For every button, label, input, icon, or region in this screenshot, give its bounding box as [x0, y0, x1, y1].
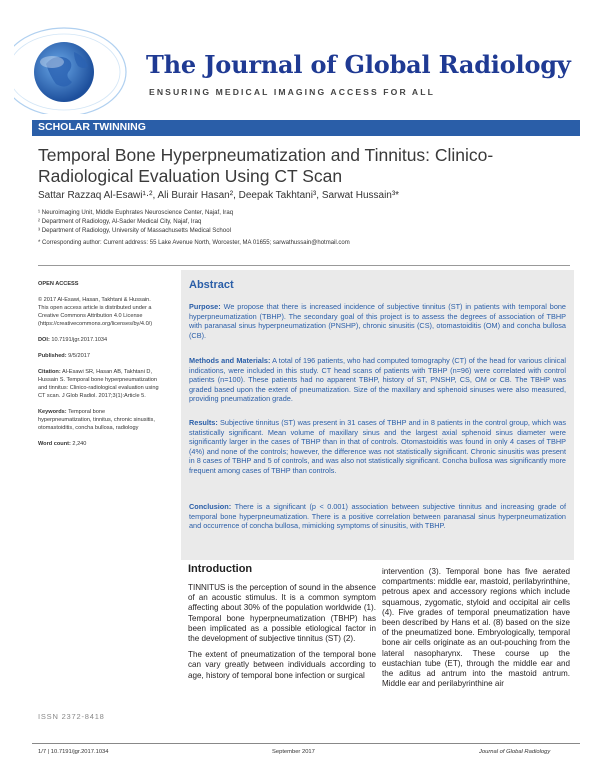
affiliation: ¹ Neuroimaging Unit, Middle Euphrates Neuroscience Center, Najaf, Iraq: [38, 209, 234, 216]
wordcount-label: Word count:: [38, 441, 71, 447]
journal-logo: [14, 24, 138, 114]
footer-journal: Journal of Global Radiology: [479, 749, 551, 755]
affiliations: [38, 208, 233, 235]
purpose-label: Purpose:: [189, 302, 221, 311]
abstract-results: [189, 418, 566, 476]
article-sidebar: [38, 280, 160, 456]
journal-title: The Journal of Global Radiology: [146, 50, 571, 79]
body-column-right: [382, 567, 570, 695]
journal-tagline: ENSURING MEDICAL IMAGING ACCESS FOR ALL: [149, 87, 435, 97]
methods-label: Methods and Materials:: [189, 356, 271, 365]
footer-page-doi: 1/7 | 10.7191/jgr.2017.1034: [38, 749, 109, 755]
keywords-text: Temporal bone hyperpneumatization, tinnitus, chronic sinusitis, otomastoiditis, concha bullosa, radiology: [38, 409, 155, 431]
abstract-conclusion: [189, 502, 566, 531]
body-column-left: [188, 583, 376, 687]
intro-paragraph: intervention (3). Temporal bone has five aerated compartments: middle ear, mastoid, perilabyrinthine, petrous apex and accessory regions which include squamous, zygomatic, styloid and occipital air cells (4). Five grades of temporal pneumatization have been described by Hans et al. (8) based on the size of the pneumatized bone. Embryologically, temporal bone air cells originate as an out-pouching from the lateral nasopharynx. These course up the eustachian tube (ET), through the middle ear and the aditus ad antrum into the mastoid antrum. Middle ear and perilabyrinthine air: [382, 567, 570, 689]
issn: ISSN 2372-8418: [38, 712, 105, 721]
results-text: Subjective tinnitus (ST) was present in 31 cases of TBHP and in 8 patients in the control group, which was statistically significant. Mean volume of maxillary sinus and the largest axial sphenoid sinus diameter were significantly larger in the cases of TBHP than in that of controls. Otomastoiditis was found in only 4 cases of TBHP (4%) and none of the controls; however, the difference was not statistically significant. Chronic sinusitis was present in 8 cases of TBHP and 5 of controls, and was also not statistically significant. Concha bullosa was significantly more frequent among cases of TBHP than controls.: [189, 418, 566, 475]
footer-divider: [32, 743, 580, 744]
footer-date: September 2017: [272, 749, 315, 755]
article-title: Temporal Bone Hyperpneumatization and Tinnitus: Clinico-Radiological Evaluation Using CT Scan: [38, 145, 494, 186]
abstract-heading: Abstract: [189, 279, 234, 291]
affiliation: ³ Department of Radiology, University of Massachusetts Medical School: [38, 227, 231, 234]
introduction-heading: Introduction: [188, 563, 253, 575]
section-label: SCHOLAR TWINNING: [38, 121, 146, 133]
corresponding-author: * Corresponding author: Current address: 55 Lake Avenue North, Worcester, MA 01655; sarwathussain@hotmail.com: [38, 240, 350, 246]
results-label: Results:: [189, 418, 218, 427]
published-date: 9/5/2017: [68, 353, 90, 359]
author-list: Sattar Razzaq Al-Esawi¹·², Ali Burair Hasan², Deepak Takhtani³, Sarwat Hussain³*: [38, 190, 400, 201]
license-text: © 2017 Al-Esawi, Hasan, Takhtani & Hussain. This open access article is distributed under a Creative Commons Attribution 4.0 License (https://creativecommons.org/licenses/by/4.0/): [38, 297, 153, 327]
doi-value: 10.7191/jgr.2017.1034: [51, 337, 108, 343]
intro-paragraph: INNITUS is the perception of sound in the absence of an acoustic stimulus. It is a common symptom affecting about 30% of the population worldwide (1). Temporal bone hyperpneumatization (TBHP) has been implicated as a possible etiological factor in the development of subjective tinnitus (ST) (2).: [188, 583, 376, 644]
methods-text: A total of 196 patients, who had computed tomography (CT) of the head for various clinical indications, were included in this study. CT head scans of patients with TBHP (n=96) were correlated with control patients (n=100). These patients had no apparent TBHP, history of ST, PNSHP, CS, OM or CB. The TBHP was graded based upon the extent of pneumatization. Size of the maxillary and sphenoid sinuses were also measured, providing pneumatization grade.: [189, 356, 567, 404]
affiliation: ² Department of Radiology, Al-Sader Medical City, Najaf, Iraq: [38, 218, 202, 225]
open-access-label: OPEN ACCESS: [38, 281, 79, 287]
intro-paragraph: The extent of pneumatization of the temporal bone can vary greatly between individuals according to age, history of temporal bone infection or surgical: [188, 650, 376, 680]
published-label: Published:: [38, 353, 67, 359]
citation-text: Al-Esawi SR, Hasan AB, Takhtani D, Hussain S. Temporal bone hyperpneumatization and tinnitus: Clinico-radiological evaluation using CT scan. J Glob Radiol. 2017;3(1):Article 5.: [38, 369, 159, 399]
purpose-text: We propose that there is increased incidence of subjective tinnitus (ST) in patients with temporal bone hyperpneumatization (TBHP). The secondary goal of this project is to assess the degrees of association of TBHP with paranasal sinus hyperpneumatization (PNSHP), chronic sinusitis (CS), otomastoiditis (OM) and concha bullosa (CB).: [189, 302, 566, 340]
conclusion-text: There is a significant (p < 0.001) association between subjective tinnitus and increasing grade of temporal bone hyperpneumatization. There is a positive correlation between paranasal sinus hyperpneumatization and occurrence of concha bullosa, mimicking symptoms of sinusitis, with TBHP.: [189, 502, 566, 531]
doi-label: DOI:: [38, 337, 50, 343]
conclusion-label: Conclusion:: [189, 502, 232, 511]
wordcount-value: 2,240: [72, 441, 87, 447]
abstract-methods: [189, 356, 566, 404]
dropcap: T: [188, 583, 193, 592]
keywords-label: Keywords:: [38, 409, 67, 415]
divider: [38, 265, 570, 266]
citation-label: Citation:: [38, 369, 61, 375]
abstract-purpose: [189, 302, 566, 340]
